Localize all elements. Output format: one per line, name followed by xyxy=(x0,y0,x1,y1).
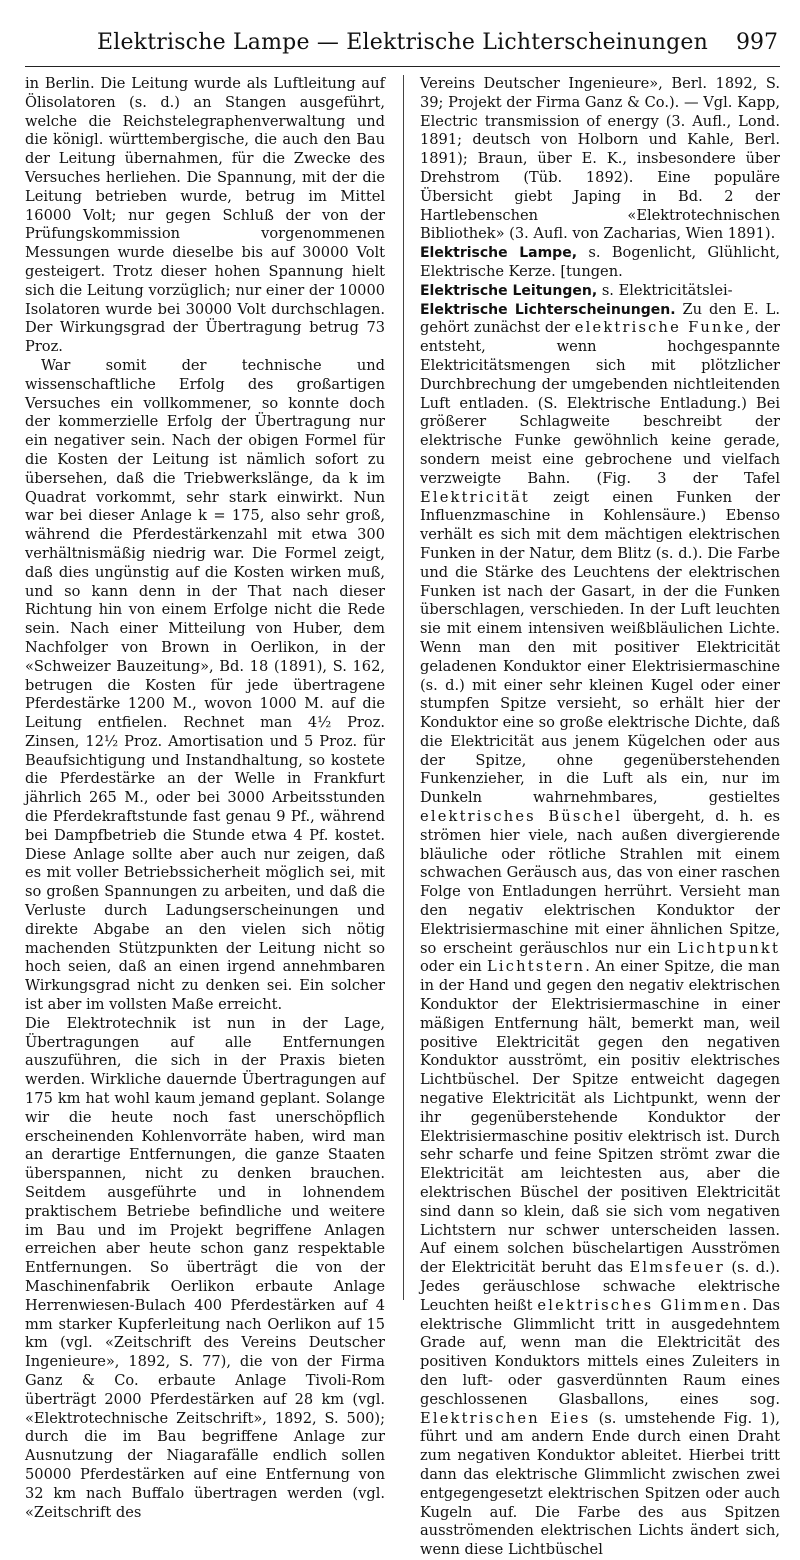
paragraph: War somit der technische und wissenschaftliche Erfolg des großartigen Versuches ein vollkommener, so konnte doch der kommerzielle Erfolg der Übertragung nur ein negativer sein. Nach der obigen Formel für die Kosten der Leitung ist nämlich sofort zu übersehen, daß die Triebwerkslänge, da k im Quadrat vorkommt, sehr stark einwirkt. Nun war bei dieser Anlage k = 175, also sehr groß, während die Pferdestärkenzahl mit etwa 300 verhältnismäßig niedrig war. Die Formel zeigt, daß dies ungünstig auf die Kosten wirken muß, und so kann denn in der That nach dieser Richtung hin von einem Erfolge nicht die Rede sein. Nach einer Mitteilung von Huber, dem Nachfolger von Brown in Oerlikon, in der «Schweizer Bauzeitung», Bd. 18 (1891), S. 162, betrugen die Kosten für jede übertragene Pferdestärke 1200 M., wovon 1000 M. auf die Leitung entfielen. Rechnet man 4½ Proz. Zinsen, 12½ Proz. Amortisation und 5 Proz. für Beaufsichtigung und Instandhaltung, so kostete die Pferdestärke an der Welle in Frankfurt jährlich 265 M., oder bei 3000 Arbeitsstunden die Pferdekraftstunde fast genau 9 Pf., während bei Dampfbetrieb die Stunde etwa 4 Pf. kostet. Diese Anlage sollte aber auch nur zeigen, daß es mit voller Betriebssicherheit möglich sei, mit so großen Spannungen zu arbeiten, und daß die Verluste durch Ladungserscheinungen und direkte Abgabe an den vielen sich nötig machenden Stützpunkten der Leitung nicht so hoch seien, daß an einen irgend annehmbaren Wirkungsgrad nicht zu denken sei. Ein solcher ist aber im vollsten Maße erreicht. xyxy=(25,356,386,1014)
spaced-term: elektrisches Büschel xyxy=(419,808,623,826)
entry-text: übergeht, d. h. es strömen hier viele, nach außen divergierende bläuliche oder rötliche Strahlen mit einem schwachen Geräusch aus, das von einer raschen Folge von Entladungen herrührt. Versieht man den negativ elektrischen Konduktor der Elektrisiermaschine mit einer ähnlichen Spitze, so erscheint geräuschlos nur ein xyxy=(419,808,781,957)
paragraph: Vereins Deutscher Ingenieure», Berl. 1892, S. 39; Projekt der Firma Ganz & Co.). — Vgl. Kapp, Electric transmission of energy (3. Aufl., Lond. 1891; deutsch von Holborn und Kahle, Berl. 1891); Braun, über E. K., insbesondere über Drehstrom (Tüb. 1892). Eine populäre Übersicht giebt Japing in Bd. 2 der Hartlebenschen «Elektrotechnischen Bibliothek» (3. Aufl. von Zacharias, Wien 1891). xyxy=(419,75,780,243)
column-divider xyxy=(403,75,404,1300)
entry-text: , der entsteht, wenn hochgespannte Elektricitätsmengen sich mit plötzlicher Durchbrechung der umgebenden nichtleitenden Luft entladen. (S. Elektrische Entladung.) Bei größerer Schlagweite beschreibt der elektrische Funke gewöhnlich keine gerade, sondern meist eine gebrochene und vielfach verzweigte Bahn. (Fig. 3 der Tafel xyxy=(419,319,781,487)
hyphen-tail: [tungen. xyxy=(560,262,623,280)
page-header xyxy=(25,26,780,67)
entry-elektrische-lampe xyxy=(420,244,780,282)
entry-text: oder ein xyxy=(419,958,482,976)
entry-headword: Elektrische Lampe, xyxy=(419,245,578,262)
entry-text: Zu den E. L. gehört zunächst der xyxy=(419,300,780,337)
entry-text: s. Elektricitätslei- xyxy=(601,281,733,299)
spaced-term: elektrische Funke xyxy=(574,319,746,337)
paragraph: Die Elektrotechnik ist nun in der Lage, Übertragungen auf alle Entfernungen auszuführen, die sich in der Praxis bieten werden. Wirkliche dauernde Übertragungen auf 175 km hat wohl kaum jemand geplant. Solange wir die heute noch fast unerschöpflich erscheinenden Kohlenvorräte haben, wird man an derartige Entfernungen, die ganze Staaten überspannen, nicht zu denken brauchen. Seitdem ausgeführte und in lohnendem praktischem Betriebe befindliche und weitere im Bau und im Projekt begriffene Anlagen erreichen aber heute schon ganz respektable Entfernungen. So überträgt die von der Maschinenfabrik Oerlikon erbaute Anlage Herrenwiesen-Bulach 400 Pferdestärken auf 4 mm starker Kupferleitung nach Oerlikon auf 15 km (vgl. «Zeitschrift des Vereins Deutscher Ingenieure», 1892, S. 77), die von der Firma Ganz & Co. erbaute Anlage Tivoli-Rom überträgt 2000 Pferdestärken auf 28 km (vgl. «Elektrotechnische Zeitschrift», 1892, S. 500); durch die im Bau begriffene Anlage zur Ausnutzung der Niagarafälle endlich sollen 50000 Pferdestärken auf eine Entfernung von 32 km nach Buffalo übertragen werden (vgl. «Zeitschrift des xyxy=(25,1014,386,1521)
spaced-term: Elmsfeuer xyxy=(629,1259,725,1277)
spaced-term: Lichtpunkt xyxy=(677,939,781,957)
entry-text: s. Bogenlicht, Glühlicht, Elektrische Kerze. xyxy=(419,244,780,280)
right-column xyxy=(419,75,781,1559)
spaced-term: elektrisches Glimmen xyxy=(537,1296,743,1314)
entry-elektrische-leitungen xyxy=(420,282,780,301)
running-title: Elektrische Lampe — Elektrische Lichterscheinungen xyxy=(96,30,709,55)
entry-text: (s. umstehende Fig. 1), führt und am andern Ende durch einen Draht zum negativen Konduktor ableitet. Hierbei tritt dann das elektrische Glimmlicht zwischen zwei entgegengesetzt elektrischen Spitzen oder auch Kugeln auf. Die Farbe des aus Spitzen ausströmenden elektrischen Lichts ändert sich, wenn diese Lichtbüschel xyxy=(419,1409,780,1559)
paragraph: in Berlin. Die Leitung wurde als Luftleitung auf Ölisolatoren (s. d.) an Stangen ausgeführt, welche die Reichstelegraphenverwaltung und die königl. württembergische, die auch den Bau der Leitung übernahmen, für die Zwecke des Versuches herliehen. Die Spannung, mit der die Leitung betrieben wurde, betrug im Mittel 16000 Volt; nur gegen Schluß der von der Prüfungskommission vorgenommenen Messungen wurde dieselbe bis auf 30000 Volt gesteigert. Trotz dieser hohen Spannung hielt sich die Leitung vorzüglich; nur einer der 10000 Isolatoren wurde bei 30000 Volt durchschlagen. Der Wirkungsgrad der Übertragung betrug 73 Proz. xyxy=(25,75,386,356)
entry-text: . Das elektrische Glimmlicht tritt in ausgedehntem Grade auf, wenn man die Elektricität des positiven Konduktors mittels eines Zuleiters in den luft- oder gasverdünnten Raum eines geschlossenen Glasballons, eines sog. xyxy=(419,1296,781,1408)
spaced-term: Elektrischen Eies xyxy=(419,1409,591,1427)
text-columns xyxy=(25,75,781,1559)
entry-text: zeigt einen Funken der Influenzmaschine in Kohlensäure.) Ebenso verhält es sich mit dem mächtigen elektrischen Funken in der Natur, dem Blitz (s. d.). Die Farbe und die Stärke des Leuchtens der elektrischen Funken ist nach der Gasart, in der die Funken überschlagen, verschieden. In der Luft leuchten sie mit einem intensiven weißbläulichen Lichte. Wenn man den mit positiver Elektricität geladenen Konduktor einer Elektrisiermaschine (s. d.) mit einer sehr kleinen Kugel oder einer stumpfen Spitze versieht, so erhält hier der Konduktor eine so große elektrische Dichte, daß die Elektricität aus jenem Kügelchen oder aus der Spitze, ohne gegenüberstehenden Funkenzieher, in die Luft als ein, nur im Dunkeln wahrnehmbares, gestieltes xyxy=(419,488,780,807)
spaced-term: Lichtstern xyxy=(487,958,586,976)
spaced-term: Elektricität xyxy=(419,488,530,506)
entry-text: . An einer Spitze, die man in der Hand und gegen den negativ elektrischen Konduktor der Elektrisiermaschine in einer mäßigen Entfernung hält, bemerkt man, weil positive Elektricität gegen den negativen Konduktor ausströmt, ein positiv elektrisches Lichtbüschel. Der Spitze entweicht dagegen negative Elektricität als Lichtpunkt, wenn der ihr gegenüberstehende Konduktor der Elektrisiermaschine positiv elektrisch ist. Durch sehr scharfe und feine Spitzen strömt zwar die Elektricität am leichtesten aus, aber die elektrischen Büschel der positiven Elektricität sind dann so klein, daß sie sich vom negativen Lichtstern nur schwer unterscheiden lassen. Auf einem solchen büschelartigen Ausströmen der Elektricität beruht das xyxy=(419,958,780,1277)
left-column xyxy=(25,75,386,1521)
entry-headword: Elektrische Lichterscheinungen. xyxy=(419,301,676,318)
page-number: 997 xyxy=(736,30,778,55)
entry-headword: Elektrische Leitungen, xyxy=(419,282,598,299)
entry-text: (s. d.). Jedes geräuschlose schwache elektrische Leuchten heißt xyxy=(419,1259,781,1314)
entry-elektrische-lichterscheinungen xyxy=(420,301,780,1560)
